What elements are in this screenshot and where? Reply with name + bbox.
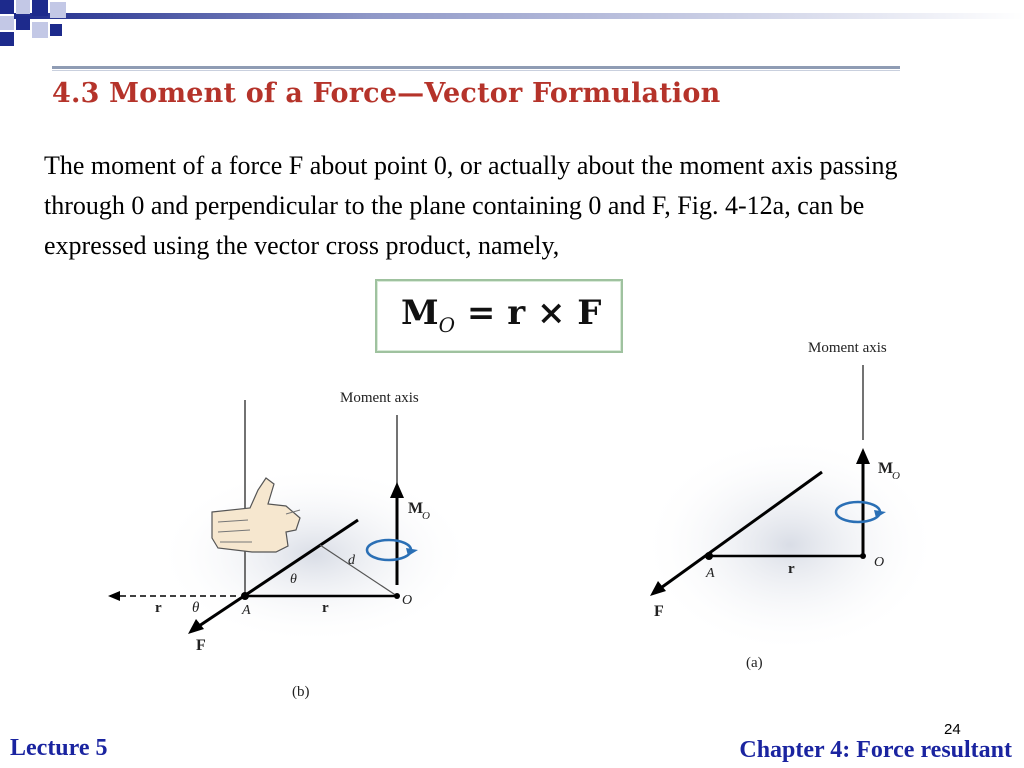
figure-a	[620, 330, 950, 690]
r-label-a: r	[788, 561, 795, 577]
point-o	[394, 593, 400, 599]
force-label: F	[196, 637, 206, 654]
footer-lecture: Lecture 5	[10, 735, 108, 761]
theta-label-left: θ	[192, 600, 200, 616]
point-o-label: O	[402, 593, 413, 608]
formula-box	[375, 279, 623, 353]
moment-axis-label-a: Moment axis	[808, 340, 887, 356]
theta-label: θ	[290, 572, 297, 587]
point-a	[241, 592, 249, 600]
moment-subscript: O	[422, 510, 430, 522]
r-label: r	[322, 600, 329, 616]
figure-a-caption: (a)	[746, 655, 763, 671]
point-o-label-a: O	[874, 555, 885, 570]
force-arrowhead	[188, 619, 204, 634]
slide-title: 4.3 Moment of a Force—Vector Formulation	[52, 78, 721, 109]
moment-formula	[401, 293, 602, 337]
dashed-arrowhead	[108, 591, 120, 601]
figure-b-caption: (b)	[292, 684, 310, 700]
page-number: 24	[944, 721, 961, 738]
formula-subscript: O	[438, 313, 456, 337]
formula-rhs: = r × F	[455, 293, 602, 333]
moment-label: M	[408, 500, 424, 517]
distance-label: d	[348, 553, 355, 568]
point-a-a	[705, 552, 713, 560]
point-a-label-a: A	[706, 566, 715, 581]
title-rule-thin	[52, 70, 900, 71]
moment-label-a: M	[878, 460, 894, 477]
plane-shading	[155, 465, 475, 645]
moment-subscript-a: O	[892, 470, 900, 482]
point-o-a	[860, 553, 866, 559]
force-label-a: F	[654, 603, 664, 620]
moment-axis-label: Moment axis	[340, 390, 419, 406]
footer-chapter: Chapter 4: Force resultant	[739, 737, 1012, 763]
header-decoration	[0, 0, 1024, 60]
body-paragraph: The moment of a force F about point 0, or actually about the moment axis passing through 0 and perpendicular to the plane containing 0 and F, Fig. 4-12a, can be expressed using the vector cross product, namely,	[44, 151, 898, 260]
title-rule	[52, 66, 900, 69]
point-a-label: A	[242, 603, 251, 618]
plane-shading-a	[640, 435, 940, 655]
figure-b	[100, 380, 480, 710]
formula-lhs: M	[401, 293, 439, 333]
r-label-left: r	[155, 600, 162, 616]
